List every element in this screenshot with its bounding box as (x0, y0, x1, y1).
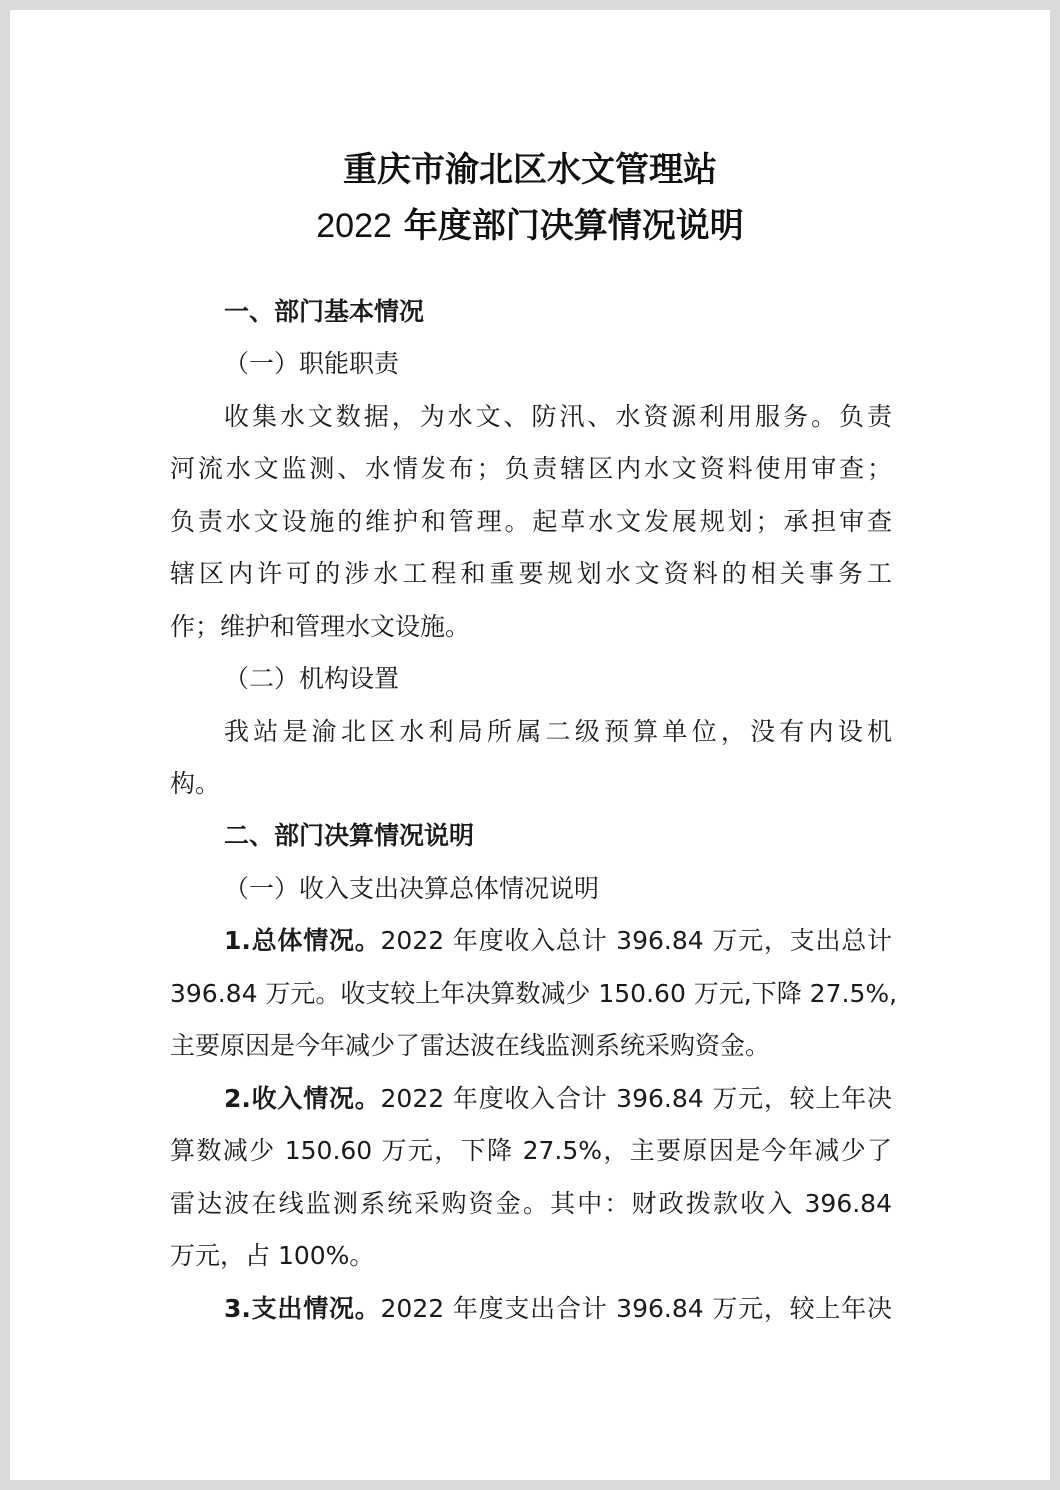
item2-line (224, 1082, 892, 1116)
section1-heading: 一、部门基本情况 (224, 297, 425, 326)
item1-line (224, 924, 892, 958)
item1-label: 1.总体情况。 (224, 926, 381, 955)
item1-text: 2022 年度收入总计 396.84 万元，支出总计 (380, 926, 892, 955)
paragraph-line: 作；维护和管理水文设施。 (170, 612, 471, 641)
paragraph-line: 河流水文监测、水情发布；负责辖区内水文资料使用审查； (170, 454, 892, 483)
section2-heading: 二、部门决算情况说明 (224, 821, 475, 850)
paragraph-line: 负责水文设施的维护和管理。起草水文发展规划；承担审查 (170, 507, 892, 536)
document-title-line2 (10, 198, 1050, 247)
paragraph-line: 主要原因是今年减少了雷达波在线监测系统采购资金。 (170, 1031, 771, 1060)
document-page (10, 10, 1050, 1480)
paragraph-line: 雷达波在线监测系统采购资金。其中：财政拨款收入 396.84 (170, 1189, 892, 1218)
paragraph-line: 万元，占 100%。 (170, 1241, 375, 1270)
paragraph-line: 构。 (170, 769, 221, 798)
item3-text: 2022 年度支出合计 396.84 万元，较上年决 (380, 1294, 892, 1323)
item2-text: 2022 年度收入合计 396.84 万元，较上年决 (380, 1084, 892, 1113)
paragraph-line: 算数减少 150.60 万元，下降 27.5%，主要原因是今年减少了 (170, 1136, 892, 1165)
section1-sub1-heading: （一）职能职责 (224, 349, 400, 378)
title-rest: 年度部门决算情况说明 (403, 206, 744, 246)
item2-label: 2.收入情况。 (224, 1084, 381, 1113)
paragraph-line: 辖区内许可的涉水工程和重要规划水文资料的相关事务工 (170, 559, 892, 588)
section2-sub1-heading: （一）收入支出决算总体情况说明 (224, 874, 600, 903)
paragraph-line: 396.84 万元。收支较上年决算数减少 150.60 万元,下降 27.5%, (170, 979, 898, 1008)
document-title-line1: 重庆市渝北区水文管理站 (343, 150, 717, 190)
paragraph-line: 收集水文数据，为水文、防汛、水资源利用服务。负责 (224, 402, 892, 431)
section1-sub2-heading: （二）机构设置 (224, 664, 400, 693)
title-year: 2022 (316, 207, 392, 245)
paragraph-line: 我站是渝北区水利局所属二级预算单位，没有内设机 (224, 717, 892, 746)
item3-line (224, 1292, 892, 1326)
item3-label: 3.支出情况。 (224, 1294, 381, 1323)
